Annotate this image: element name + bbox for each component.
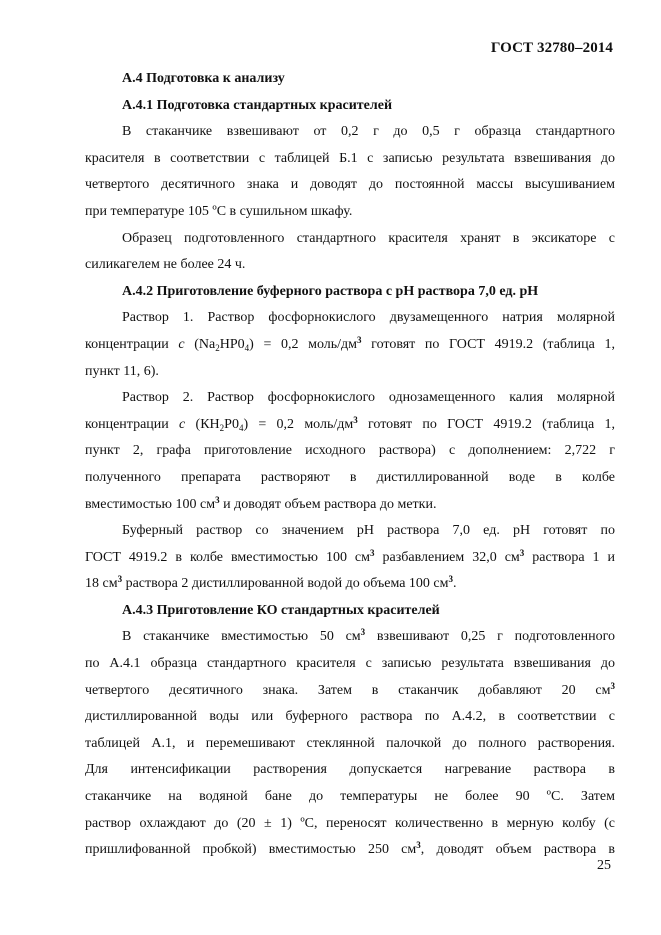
text-run: НР0: [219, 336, 245, 352]
text-run: (Na: [194, 336, 216, 352]
text-line: [85, 678, 615, 705]
text-line: дистиллированной воды или буферного раствора по А.4.2, в соответствии с: [85, 709, 615, 725]
section-heading-a42: А.4.2 Приготовление буферного раствора с рН раствора 7,0 ед. рН: [122, 283, 539, 299]
text-run: ГОСТ 4919.2 в колбе вместимостью 100 см: [85, 549, 371, 565]
text-run: .: [453, 576, 457, 592]
text-run: концентрации: [85, 336, 169, 352]
text-run: раствора 1 и: [524, 549, 615, 565]
variable-c: с: [178, 336, 185, 352]
superscript: 3: [215, 494, 220, 505]
superscript: 3: [357, 334, 362, 345]
text-run: В стаканчике вместимостью 50 см: [122, 629, 361, 645]
document-code: ГОСТ 32780–2014: [490, 40, 613, 56]
text-line: по А.4.1 образца стандартного красителя с записью результата взвешивания до: [85, 656, 615, 672]
text-line: [85, 545, 615, 572]
subscript: 2: [215, 342, 220, 353]
superscript: 3: [370, 547, 375, 558]
text-run: готовят по ГОСТ 4919.2 (таблица 1,: [357, 416, 616, 432]
text-line: [85, 332, 615, 359]
text-run: ) = 0,2 моль/дм: [249, 336, 358, 352]
text-run: Р0: [224, 416, 239, 432]
text-line: при температуре 105 ºС в сушильном шкафу.: [85, 203, 353, 219]
text-line: четвертого десятичного знака и доводят до постоянной массы высушиванием: [85, 177, 615, 193]
subscript: 4: [244, 342, 250, 353]
text-line: таблицей А.1, и перемешивают стеклянной палочкой до полного растворения.: [85, 735, 615, 751]
subscript: 2: [219, 422, 225, 433]
superscript: 3: [353, 414, 358, 425]
text-line: стаканчике на водяной бане до температуры не более 90 ºС. Затем: [85, 789, 615, 805]
subscript: 4: [238, 422, 244, 433]
text-run: 18 см: [85, 576, 118, 592]
superscript: 3: [117, 574, 123, 585]
section-heading-a41: А.4.1 Подготовка стандартных красителей: [122, 97, 393, 113]
text-line: [85, 492, 615, 519]
page-body: [85, 66, 615, 864]
section-heading-a43: А.4.3 Приготовление КО стандартных красителей: [122, 602, 440, 618]
text-run: и доводят объем раствора до метки.: [219, 496, 437, 512]
text-line: [85, 837, 615, 864]
text-run: вместимостью 100 см: [85, 496, 216, 512]
text-line: Образец подготовленного стандартного красителя хранят в эксикаторе с: [122, 230, 615, 246]
text-run: (КН: [195, 416, 220, 432]
superscript: 3: [448, 574, 454, 585]
text-line: пункт 2, графа приготовление исходного раствора) с дополнением: 2,722 г: [85, 443, 615, 459]
text-line: красителя в соответствии с таблицей Б.1 с записью результата взвешивания до: [85, 150, 615, 166]
text-run: ) = 0,2 моль/дм: [243, 416, 354, 432]
text-line: Для интенсификации растворения допускается нагревание раствора в: [85, 762, 615, 778]
text-line: [85, 624, 615, 651]
text-run: четвертого десятичного знака. Затем в стаканчик добавляют 20 см: [85, 682, 611, 698]
text-line: Буферный раствор со значением рН раствора 7,0 ед. рН готовят по: [122, 523, 615, 539]
text-line: пункт 11, 6).: [85, 363, 159, 379]
text-run: взвешивают 0,25 г подготовленного: [365, 629, 615, 645]
text-run: раствора 2 дистиллированной водой до объема 100 см: [122, 576, 449, 592]
text-line: Раствор 1. Раствор фосфорнокислого двузамещенного натрия молярной: [122, 310, 615, 326]
text-line: полученного препарата растворяют в дистиллированной воде в колбе: [85, 469, 615, 485]
superscript: 3: [416, 840, 421, 851]
text-line: [85, 571, 615, 598]
text-line: Раствор 2. Раствор фосфорнокислого однозамещенного калия молярной: [122, 390, 615, 406]
text-line: раствор охлаждают до (20 ± 1) ºС, переносят количественно в мерную колбу (с: [85, 815, 615, 831]
section-heading-a4: А.4 Подготовка к анализу: [122, 71, 285, 86]
superscript: 3: [519, 547, 525, 558]
text-run: пришлифованной пробкой) вместимостью 250 см: [85, 842, 417, 858]
text-line: силикагелем не более 24 ч.: [85, 257, 246, 273]
text-line: В стаканчике взвешивают от 0,2 г до 0,5 г образца стандартного: [122, 124, 615, 140]
text-run: разбавлением 32,0 см: [374, 549, 520, 565]
superscript: 3: [610, 680, 615, 691]
text-line: [85, 412, 615, 439]
text-run: готовят по ГОСТ 4919.2 (таблица 1,: [361, 336, 615, 352]
text-run: концентрации: [85, 416, 169, 432]
variable-c: с: [179, 416, 186, 432]
text-run: , доводят объем раствора в: [420, 842, 615, 858]
superscript: 3: [360, 627, 366, 638]
page-number: 25: [597, 858, 611, 873]
